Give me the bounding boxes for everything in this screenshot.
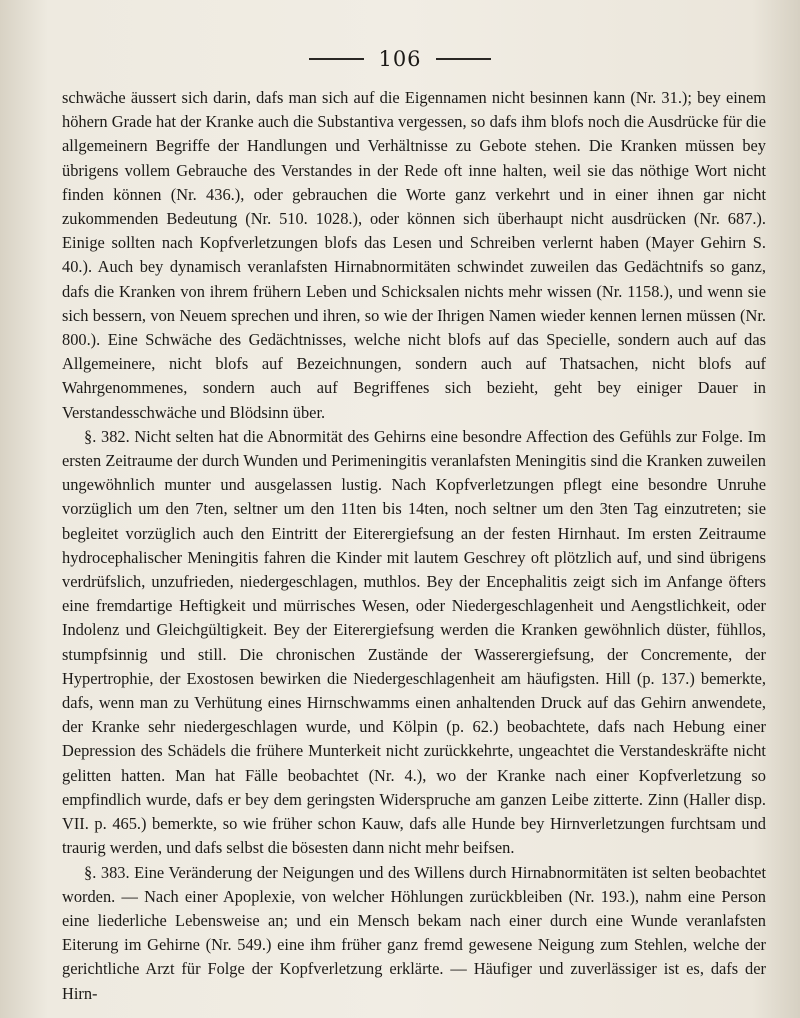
body-text (62, 86, 766, 1006)
paragraph-continuation: schwäche äussert sich darin, dafs man sich auf die Eigennamen nicht besinnen kann (Nr. 31.); bey einem höhern Grade hat der Kranke auch die Substantiva vergessen, so dafs ihm blofs noch die Ausdrücke für die allgemeinern Begriffe der Handlungen und Verhältnisse zu Gebote stehen. Die Kranken müssen bey übrigens vollem Gebrauche des Verstandes in der Rede oft inne halten, weil sie das nöthige Wort nicht finden können (Nr. 436.), oder gebrauchen die Worte ganz verkehrt und in einer ihnen gar nicht zukommenden Bedeutung (Nr. 510. 1028.), oder können sich überhaupt nicht ausdrücken (Nr. 687.). Einige sollten nach Kopfverletzungen blofs das Lesen und Schreiben verlernt haben (Mayer Gehirn S. 40.). Auch bey dynamisch veranlafsten Hirnabnormitäten schwindet zuweilen das Gedächtnifs so ganz, dafs die Kranken von ihrem frühern Leben und Schicksalen nichts mehr wissen (Nr. 1158.), und wenn sie sich bessern, von Neuem sprechen und ihren, so wie der Ihrigen Namen wieder kennen lernen müssen (Nr. 800.). Eine Schwäche des Gedächtnisses, welche nicht blofs auf das Specielle, sondern auch auf das Allgemeinere, nicht blofs auf Bezeichnungen, sondern auch auf Thatsachen, nicht blofs auf Wahrgenommenes, sondern auch auf Begriffenes sich bezieht, geht bey einiger Dauer in Verstandesschwäche und Blödsinn über. (62, 88, 766, 422)
page-number: 106 (378, 47, 422, 71)
page-header (0, 44, 800, 74)
left-rule (309, 58, 364, 60)
paragraph-section-383: §. 383. Eine Veränderung der Neigungen und des Willens durch Hirnabnormitäten ist selten beobachtet worden. — Nach einer Apoplexie, von welcher Höhlungen zurückbleiben (Nr. 193.), nahm eine Person eine liederliche Lebensweise an; und ein Mensch bekam nach einer durch eine Wunde veranlafsten Eiterung im Gehirne (Nr. 549.) eine ihm früher ganz fremd gewesene Neigung zum Stehlen, welche der gerichtliche Arzt für Folge der Kopfverletzung erklärte. — Häufiger und zuverlässiger ist es, dafs der Hirn- (62, 862, 766, 1003)
paragraph-section-382: §. 382. Nicht selten hat die Abnormität des Gehirns eine besondre Affection des Gefühls zur Folge. Im ersten Zeitraume der durch Wunden und Perimeningitis veranlafsten Meningitis sind die Kranken zuweilen ungewöhnlich munter und ausgelassen lustig. Nach Kopfverletzungen pflegt eine besondre Unruhe vorzüglich um den 7ten, seltner um den 11ten bis 14ten, noch seltner um den 3ten Tag einzutreten; sie begleitet vorzüglich auch den Eintritt der Eiterergiefsung an der festen Hirnhaut. Im ersten Zeitraume hydrocephalischer Meningitis fahren die Kinder mit lautem Geschrey oft plötzlich auf, und sind übrigens verdrüfslich, unzufrieden, niedergeschlagen, muthlos. Bey der Encephalitis zeigt sich im Anfange öfters eine fremdartige Heftigkeit und mürrisches Wesen, oder Niedergeschlagenheit und Aengstlichkeit, oder Indolenz und Gleichgültigkeit. Bey der Eiterergiefsung werden die Kranken gewöhnlich düster, fühllos, stumpfsinnig und still. Die chronischen Zustände der Wasserergiefsung, der Concremente, der Hypertrophie, der Exostosen bewirken die Niedergeschlagenheit am häufigsten. Hill (p. 137.) bemerkte, dafs, wenn man zu Verhütung eines Hirnschwamms einen anhaltenden Druck auf das Gehirn anwendete, der Kranke sehr niedergeschlagen wurde, und Kölpin (p. 62.) beobachtete, dafs nach Hebung einer Depression des Schädels die frühere Munterkeit nicht zurückkehrte, ungeachtet die Verstandeskräfte nicht gelitten hatten. Man hat Fälle beobachtet (Nr. 4.), wo der Kranke nach einer Kopfverletzung so empfindlich wurde, dafs er bey dem geringsten Widerspruche am ganzen Leibe zitterte. Zinn (Haller disp. VII. p. 465.) bemerkte, so wie früher schon Kauw, dafs alle Hunde bey Hirnverletzungen furchtsam und traurig werden, und dafs selbst die bösesten dann nicht mehr beifsen. (62, 426, 766, 858)
right-rule (436, 58, 491, 60)
